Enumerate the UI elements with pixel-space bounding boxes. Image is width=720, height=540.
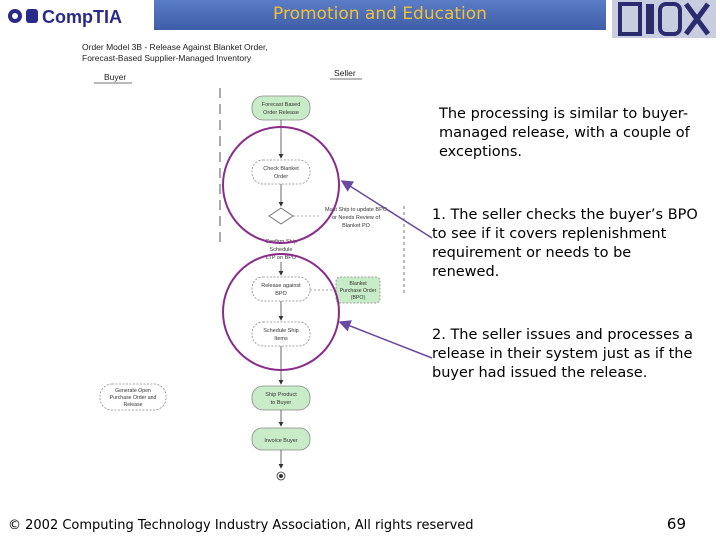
svg-text:Order Release: Order Release: [263, 110, 299, 116]
callout-intro: The processing is similar to buyer-managed release, with a couple of exceptions.: [439, 106, 690, 160]
lane-label-buyer: Buyer: [104, 72, 127, 82]
callout-exception-2: 2. The seller issues and processes a release in their system just as if the buyer had issued the release.: [432, 327, 694, 381]
copyright-footer: © 2002 Computing Technology Industry Association, All rights reserved: [8, 518, 474, 533]
svg-text:Ship Product: Ship Product: [265, 392, 297, 398]
svg-text:Confirm Ship: Confirm Ship: [265, 239, 297, 245]
svg-text:Release against: Release against: [261, 283, 301, 289]
svg-text:Generate Open: Generate Open: [115, 388, 151, 394]
node-generate-open: [100, 384, 166, 410]
eidx-logo-text: EIDX: [664, 22, 667, 23]
svg-text:Order: Order: [273, 174, 289, 180]
node-schedule-ship: [252, 322, 310, 346]
callout-arrow-2: [340, 322, 432, 358]
node-release-against: [252, 277, 310, 301]
svg-text:to Buyer: to Buyer: [270, 400, 292, 406]
node-check-order: [252, 160, 310, 184]
slide-title: Promotion and Education: [273, 4, 487, 24]
svg-text:Blanket: Blanket: [349, 281, 367, 287]
svg-text:Schedule: Schedule: [269, 247, 293, 253]
svg-text:Release: Release: [123, 402, 143, 408]
svg-text:(BPO): (BPO): [350, 295, 366, 301]
node-decision: [269, 208, 293, 224]
svg-text:Schedule Ship: Schedule Ship: [263, 328, 299, 334]
diagram-title-line1: Order Model 3B - Release Against Blanket Order,: [82, 42, 268, 52]
node-blanket-po: [336, 277, 380, 303]
node-forecast: [252, 96, 310, 120]
svg-text:Purchase Order: Purchase Order: [339, 288, 377, 294]
slide-header: [0, 0, 720, 40]
lane-label-seller: Seller: [334, 68, 356, 78]
end-node-icon: [277, 472, 285, 480]
eidx-logo-icon: [612, 0, 716, 38]
comptia-logo-icon: [6, 5, 146, 27]
svg-text:Blanket PO: Blanket PO: [342, 223, 370, 229]
svg-text:Check Blanket: Check Blanket: [263, 166, 299, 172]
svg-text:Invoice Buyer: Invoice Buyer: [264, 438, 298, 444]
svg-text:Forecast Based: Forecast Based: [261, 102, 301, 108]
svg-text:Items: Items: [274, 336, 288, 342]
svg-text:Must Ship to update BPO: Must Ship to update BPO: [324, 207, 388, 213]
diagram-title-line2: Forecast-Based Supplier-Managed Inventory: [82, 53, 252, 63]
node-decision-note: [325, 207, 388, 229]
callout-exception-1: 1. The seller checks the buyer’s BPO to see if it covers replenishment requirement or needs to be renewed.: [432, 207, 698, 280]
svg-text:BPO: BPO: [275, 291, 287, 297]
svg-text:LTP on BPO: LTP on BPO: [265, 255, 297, 261]
node-invoice: [252, 428, 310, 450]
svg-text:or Needs Review of: or Needs Review of: [332, 215, 380, 221]
page-number: 69: [666, 515, 686, 533]
node-ship-product: [252, 386, 310, 410]
comptia-logo-text: CompTIA: [42, 7, 122, 27]
svg-text:Purchase Order and: Purchase Order and: [109, 395, 157, 401]
